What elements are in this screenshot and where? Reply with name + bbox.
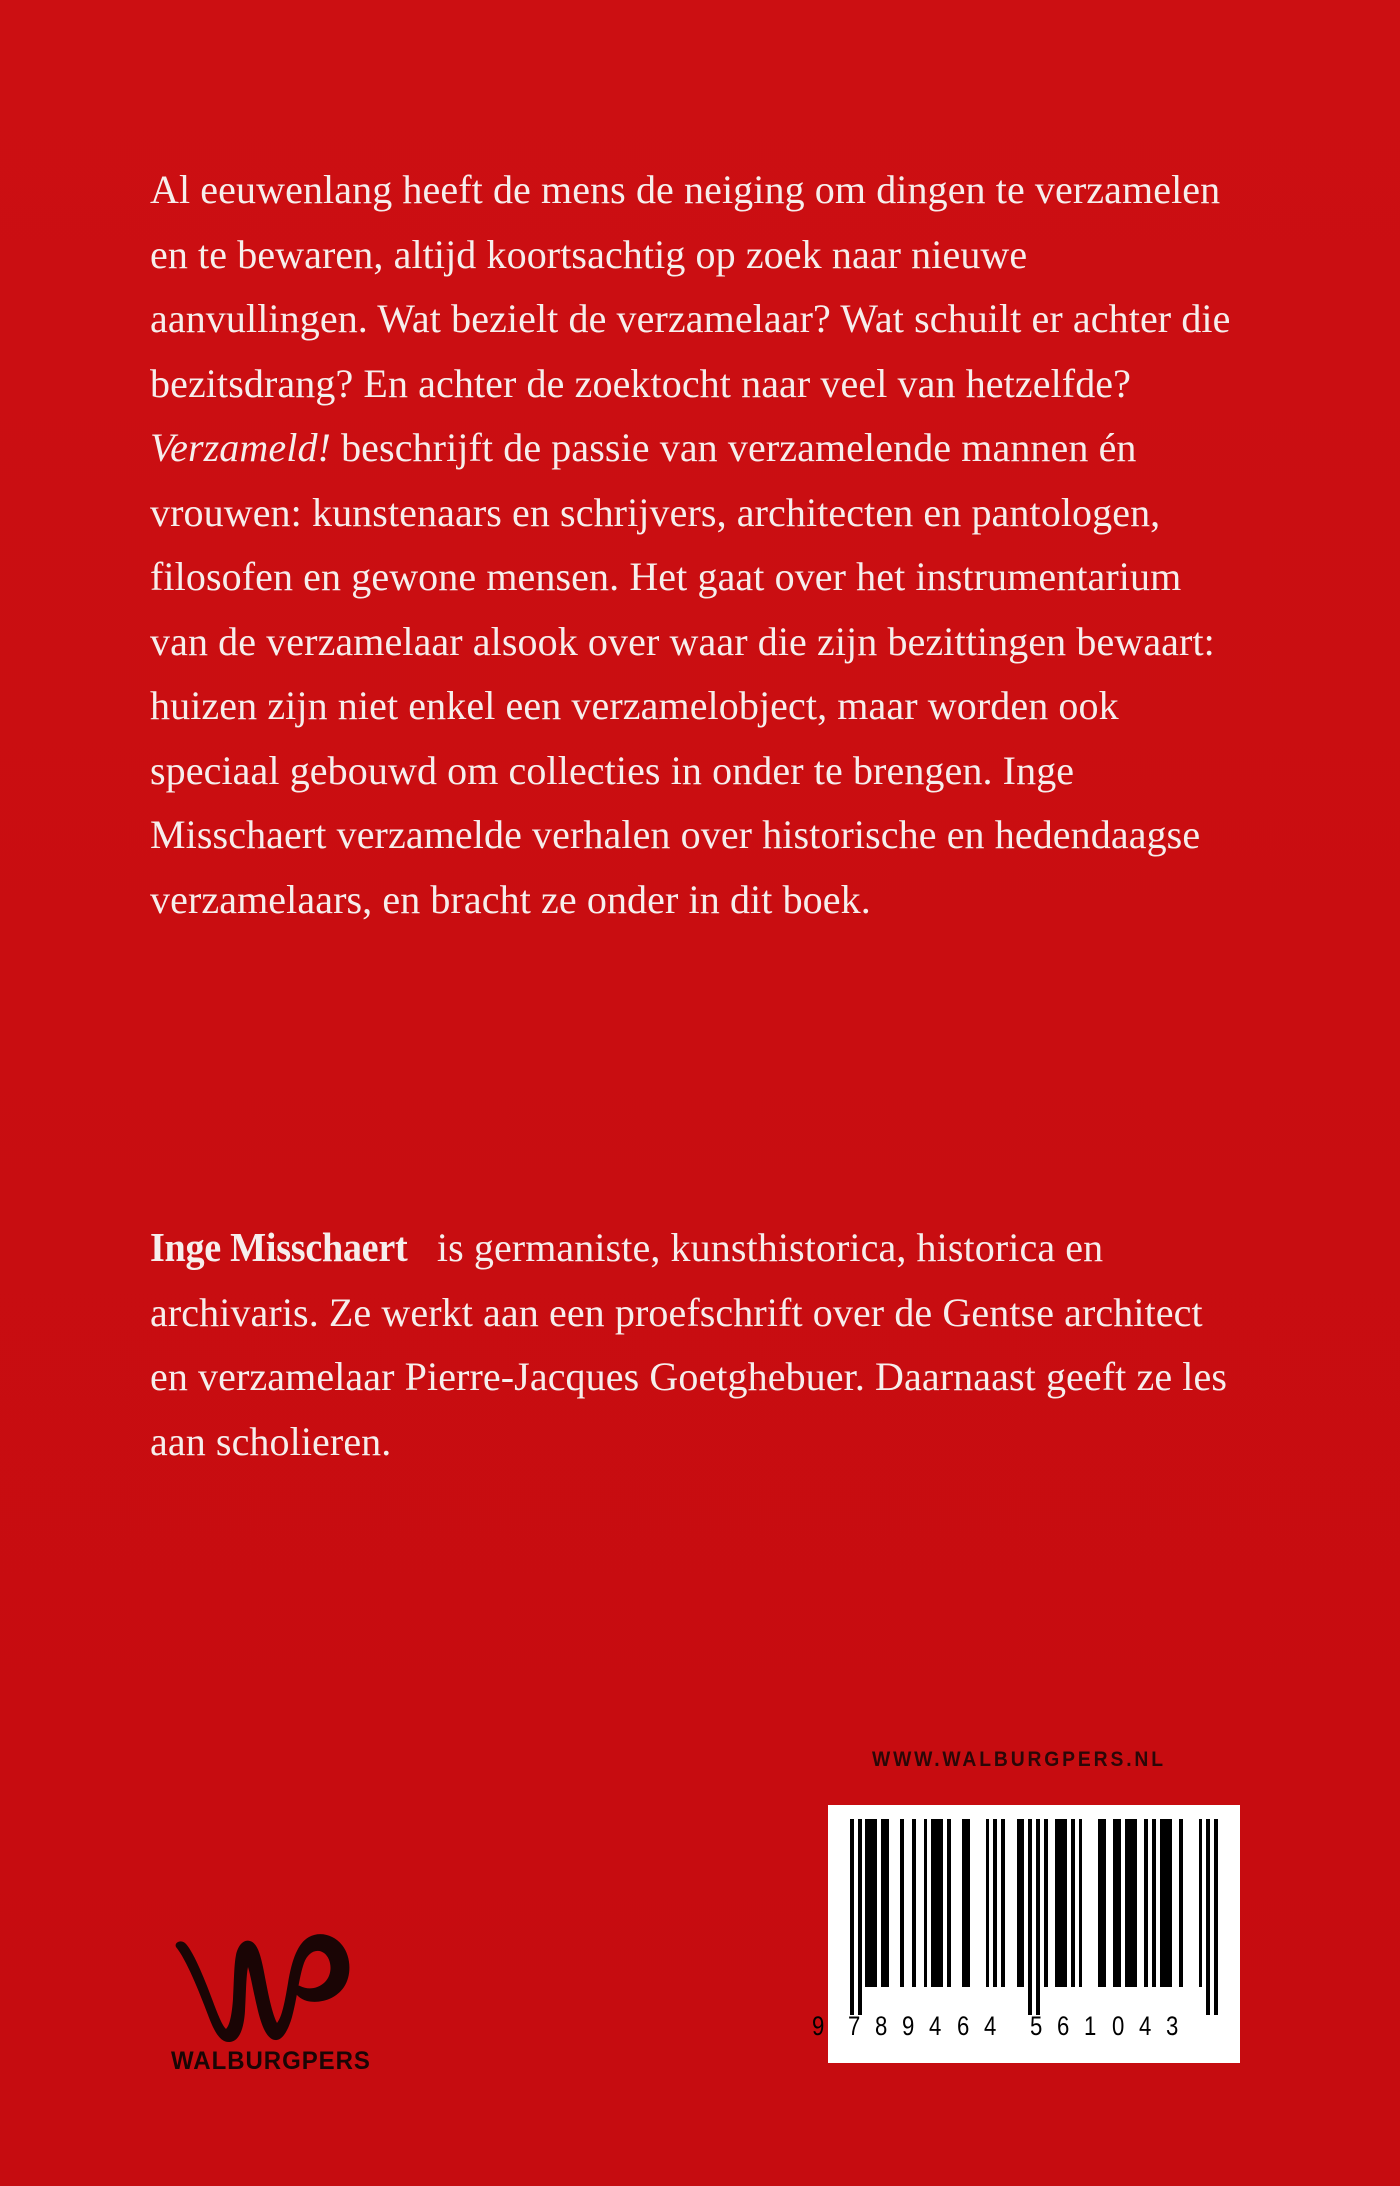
barcode-bar bbox=[986, 1819, 990, 1987]
barcode-bar bbox=[1098, 1819, 1106, 1987]
barcode-digit: 9 bbox=[812, 2011, 825, 2041]
author-bio-text: is germaniste, kunsthistorica, historica en archivaris. Ze werkt aan een proefschrift over de Gentse architect en verzamelaar Pierre-Jacques Goetghebuer. Daarnaast geeft ze les aan scholieren. bbox=[150, 1225, 1228, 1464]
blurb-paragraph bbox=[150, 158, 1240, 932]
barcode-digit: 6 bbox=[1057, 2011, 1070, 2041]
barcode-digit: 1 bbox=[1084, 2011, 1097, 2041]
barcode-bar bbox=[924, 1819, 928, 1987]
barcode-bar bbox=[1206, 1819, 1210, 2015]
barcode-bar bbox=[1199, 1819, 1203, 1987]
publisher-website-url[interactable]: WWW.WALBURGPERS.NL bbox=[872, 1748, 1166, 1771]
author-name: Inge Misschaert bbox=[150, 1224, 408, 1270]
publisher-logo bbox=[168, 1925, 371, 2090]
barcode-bar bbox=[1179, 1819, 1183, 1987]
barcode-bar bbox=[1152, 1819, 1156, 1987]
barcode-bar bbox=[1044, 1819, 1048, 1987]
barcode-bar bbox=[865, 1819, 877, 1987]
barcode-digits bbox=[812, 2011, 1196, 2043]
barcode-bar bbox=[1055, 1819, 1067, 1987]
barcode-bar bbox=[1028, 1819, 1032, 2015]
barcode-bar bbox=[1017, 1819, 1025, 1987]
barcode-bar bbox=[962, 1819, 970, 1987]
blurb-text-part-one: Al eeuwenlang heeft de mens de neiging om dingen te verzamelen en te bewaren, altijd koortsachtig op zoek naar nieuwe aanvullingen. Wat bezielt de verzamelaar? Wat schuilt er achter die bezitsdrang? En achter de zoektocht naar veel van hetzelfde? bbox=[150, 167, 1231, 406]
isbn-barcode bbox=[812, 1805, 1240, 2063]
barcode-bar bbox=[1144, 1819, 1148, 1987]
author-bio-paragraph bbox=[150, 1215, 1240, 1474]
barcode-digit: 4 bbox=[929, 2011, 942, 2041]
barcode-bar bbox=[1160, 1819, 1172, 1987]
barcode-digit: 4 bbox=[983, 2011, 997, 2041]
publisher-wordmark: WALBURGPERS bbox=[171, 2047, 371, 2075]
book-title-italic: Verzameld! bbox=[150, 425, 331, 470]
barcode-bar bbox=[1071, 1819, 1075, 1987]
barcode-bar bbox=[900, 1819, 904, 1987]
barcode-digit: 0 bbox=[1111, 2011, 1124, 2041]
barcode-bar bbox=[993, 1819, 997, 1987]
barcode-bar bbox=[1079, 1819, 1083, 1987]
barcode-bar bbox=[947, 1819, 951, 1987]
barcode-digit: 4 bbox=[1138, 2011, 1151, 2041]
barcode-digit: 5 bbox=[1030, 2011, 1043, 2041]
barcode-digit: 7 bbox=[848, 2011, 861, 2041]
blurb-text-part-two: beschrijft de passie van verzamelende mannen én vrouwen: kunstenaars en schrijvers, architecten en pantologen, filosofen en gewone mensen. Het gaat over het instrumentarium van de verzamelaar alsook over waar die zijn bezittingen bewaart: huizen zijn niet enkel een verzamelobject, maar worden ook speciaal gebouwd om collecties in onder te brengen. Inge Misschaert verzamelde verhalen over historische en hedendaagse verzamelaars, en bracht ze onder in dit boek. bbox=[150, 425, 1215, 922]
barcode-bar bbox=[1125, 1819, 1137, 1987]
barcode-digit: 9 bbox=[902, 2011, 915, 2041]
wp-monogram-icon bbox=[168, 1925, 368, 2050]
barcode-bar bbox=[912, 1819, 916, 1987]
barcode-bar bbox=[1001, 1819, 1005, 1987]
barcode-bar bbox=[1113, 1819, 1121, 1987]
barcode-bar bbox=[1036, 1819, 1040, 2015]
barcode-bar bbox=[881, 1819, 889, 1987]
barcode-bars bbox=[850, 1819, 1218, 2015]
barcode-digit: 8 bbox=[875, 2011, 888, 2041]
barcode-digit: 6 bbox=[956, 2011, 969, 2041]
barcode-bar bbox=[850, 1819, 854, 2015]
barcode-bar bbox=[858, 1819, 862, 2015]
barcode-bar bbox=[931, 1819, 943, 1987]
barcode-bar bbox=[1214, 1819, 1218, 2015]
barcode-digit: 3 bbox=[1165, 2011, 1179, 2041]
